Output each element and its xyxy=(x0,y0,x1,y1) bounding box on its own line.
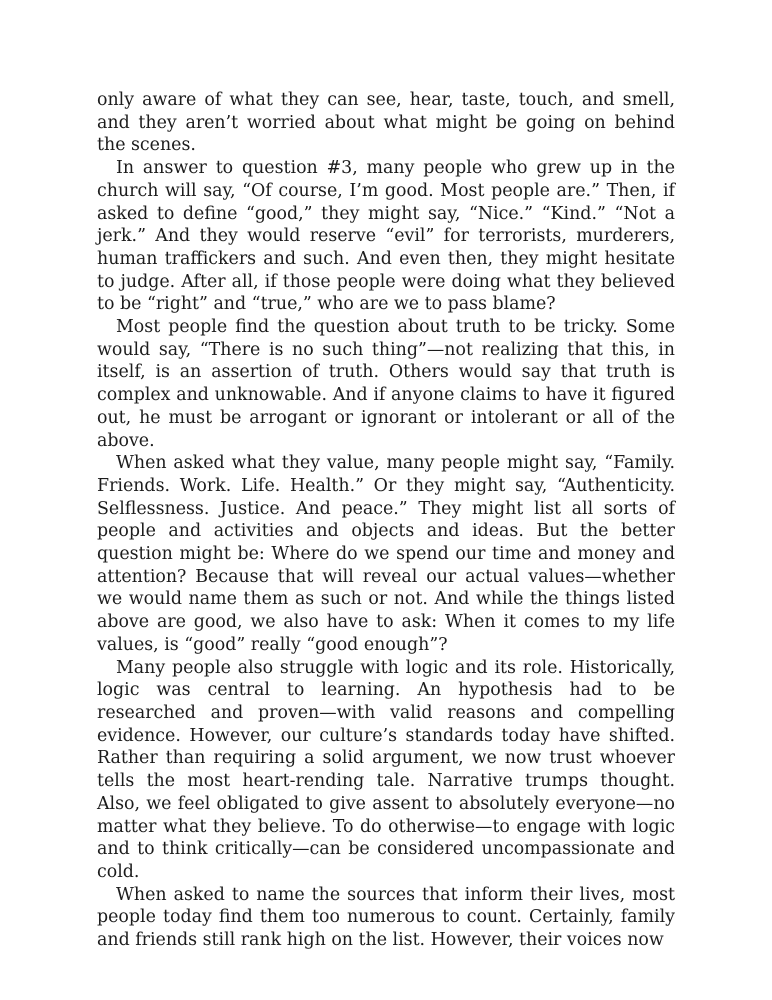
paragraph-continuation: only aware of what they can see, hear, taste, touch, and smell, and they aren’t worried about what might be going on behind the scenes. xyxy=(97,90,675,156)
paragraph-values: When asked what they value, many people might say, “Family. Friends. Work. Life. Health.” Or they might say, “Authenticity. Selflessness. Justice. And peace.” They might list all sorts of people and activities and objects and ideas. But the better question might be: Where do we spend our time and money and attention? Because that will reveal our actual values—whether we would name them as such or not. And while the things listed above are good, we also have to ask: When it comes to my life values, is “good” really “good enough”? xyxy=(97,453,675,655)
paragraph-logic: Many people also struggle with logic and its role. Historically, logic was central to learning. An hypothesis had to be researched and proven—with valid reasons and compelling evidence. However, our culture’s standards today have shifted. Rather than requiring a solid argument, we now trust whoever tells the most heart-rending tale. Narrative trumps thought. Also, we feel obligated to give assent to absolutely everyone—no matter what they believe. To do otherwise—to engage with logic and to think critically—can be considered uncompassionate and cold. xyxy=(97,657,675,882)
paragraph-sources: When asked to name the sources that inform their lives, most people today find them too numerous to count. Certainly, family and friends still rank high on the list. However, their voices now xyxy=(97,884,675,951)
paragraph-truth: Most people find the question about truth to be tricky. Some would say, “There is no such thing”—not realizing that this, in itself, is an assertion of truth. Others would say that truth is complex and unknowable. And if anyone claims to have it figured out, he must be arrogant or ignorant or intolerant or all of the above. xyxy=(97,317,675,451)
paragraph-goodness: In answer to question #3, many people who grew up in the church will say, “Of course, I’m good. Most people are.” Then, if asked to define “good,” they might say, “Nice.” “Kind.” “Not a jerk.” And they would reserve “evil” for terrorists, murderers, human traffickers and such. And even then, they might hesitate to judge. After all, if those people were doing what they believed to be “right” and “true,” who are we to pass blame? xyxy=(97,158,675,315)
page-body xyxy=(97,89,675,952)
